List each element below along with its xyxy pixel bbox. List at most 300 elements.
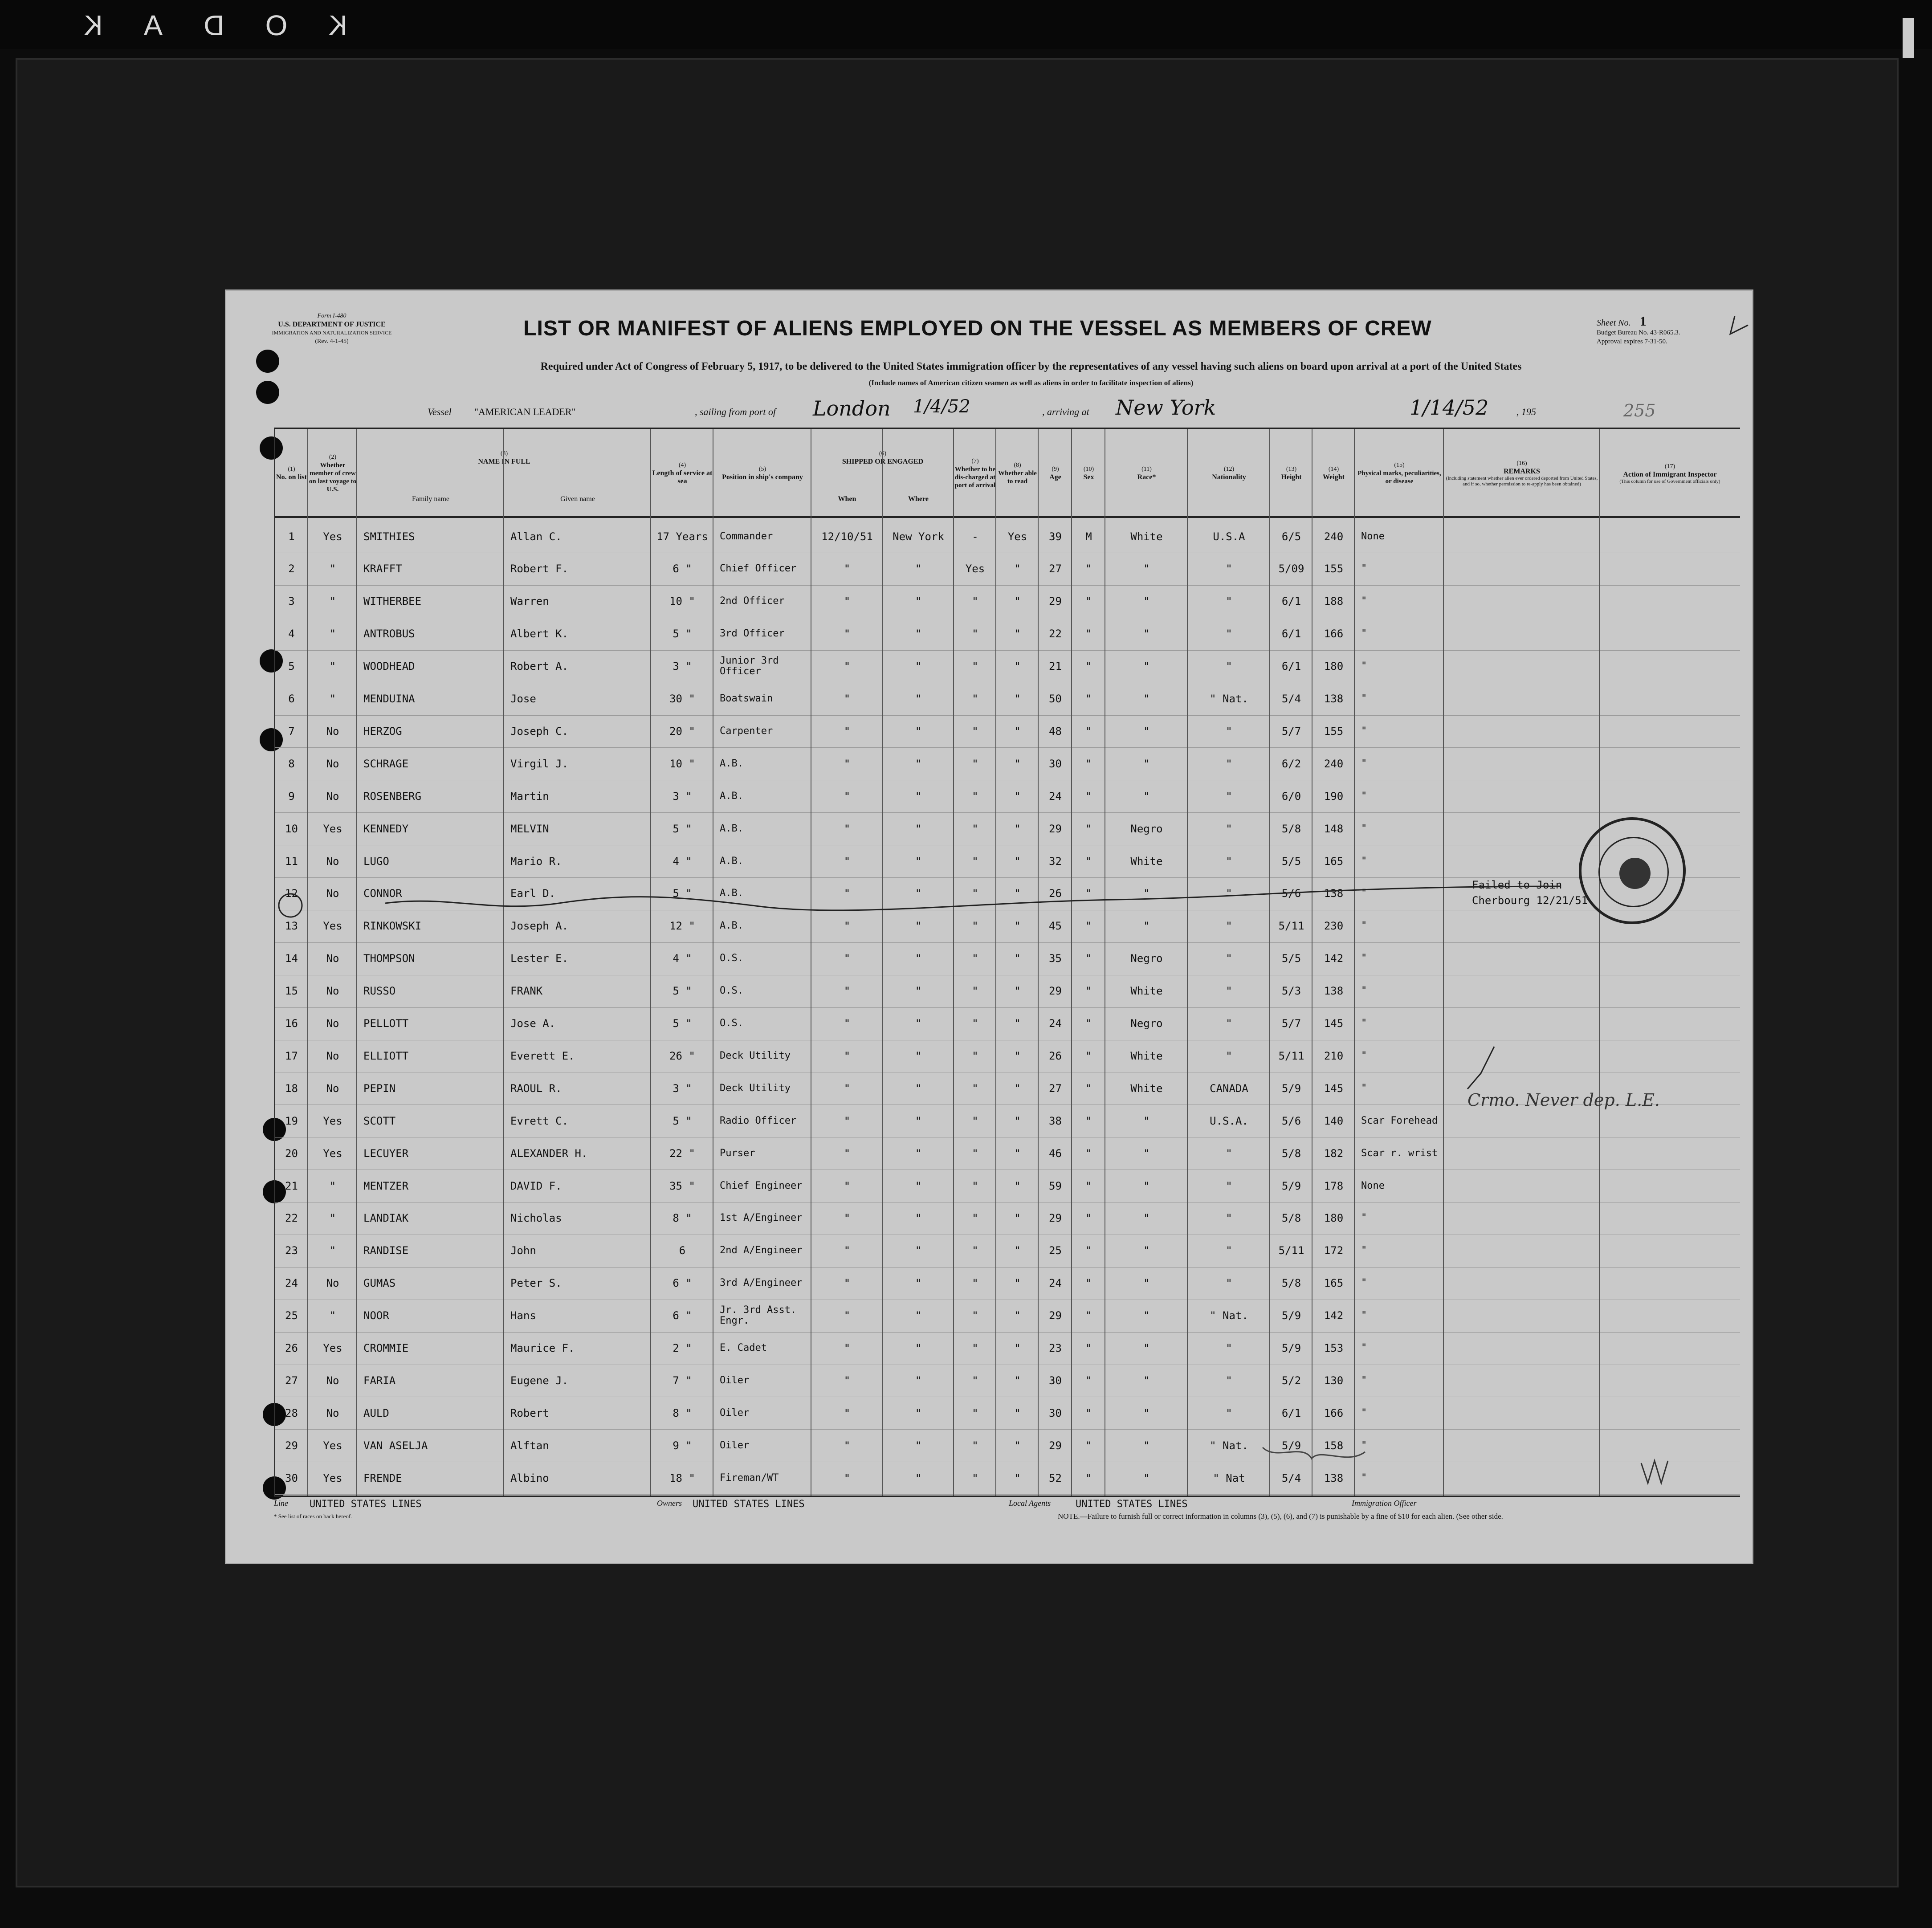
cell-position: E. Cadet bbox=[720, 1342, 767, 1353]
cell-when: " bbox=[844, 1374, 851, 1387]
cell-when: " bbox=[844, 1342, 851, 1354]
cell-no: 2 bbox=[288, 563, 295, 575]
cell-weight: 182 bbox=[1324, 1147, 1344, 1160]
stamp-number: 255 bbox=[1623, 401, 1656, 420]
cell-sex: " bbox=[1085, 1439, 1092, 1452]
cell-last-voyage: No bbox=[326, 1406, 339, 1419]
cell-given-name: Mario R. bbox=[510, 855, 562, 868]
cell-nationality: " bbox=[1226, 1147, 1232, 1160]
cell-age: 52 bbox=[1049, 1471, 1062, 1484]
revision: (Rev. 4-1-45) bbox=[315, 338, 349, 345]
cell-nationality: " bbox=[1226, 790, 1232, 803]
cell-read: " bbox=[1014, 1244, 1021, 1257]
cell-no: 14 bbox=[285, 952, 298, 965]
cell-where: " bbox=[915, 887, 922, 900]
cell-sex: " bbox=[1085, 920, 1092, 933]
cell-last-voyage: No bbox=[326, 757, 339, 770]
cell-marks: " bbox=[1361, 693, 1367, 704]
cell-read: " bbox=[1014, 920, 1021, 933]
cell-last-voyage: No bbox=[326, 887, 339, 900]
cell-race: White bbox=[1130, 530, 1163, 543]
cell-discharged: " bbox=[972, 1309, 978, 1322]
sailing-label: , sailing from port of bbox=[695, 406, 776, 417]
cell-service: 5 " bbox=[673, 887, 692, 900]
cell-weight: 180 bbox=[1324, 1212, 1344, 1225]
cell-last-voyage: " bbox=[329, 1244, 336, 1257]
col-header-action: (17) Action of Immigrant Inspector (This column for use of Government officials only) bbox=[1619, 463, 1720, 484]
cell-nationality: " bbox=[1226, 1374, 1232, 1387]
cell-nationality: " Nat. bbox=[1210, 1439, 1248, 1452]
cell-family-name: GUMAS bbox=[363, 1277, 396, 1290]
cell-family-name: RUSSO bbox=[363, 985, 396, 998]
cell-age: 30 bbox=[1049, 757, 1062, 770]
cell-marks: None bbox=[1361, 530, 1385, 542]
cell-last-voyage: " bbox=[329, 693, 336, 705]
cell-no: 10 bbox=[285, 822, 298, 835]
cell-height: 5/9 bbox=[1281, 1179, 1301, 1192]
cell-sex: " bbox=[1085, 1212, 1092, 1225]
sailing-port: London bbox=[813, 396, 891, 420]
cell-where: " bbox=[915, 628, 922, 640]
cell-weight: 138 bbox=[1324, 693, 1344, 705]
cell-read: " bbox=[1014, 693, 1021, 705]
cell-where: " bbox=[915, 725, 922, 738]
cell-sex: " bbox=[1085, 757, 1092, 770]
cell-service: 7 " bbox=[673, 1374, 692, 1387]
cell-marks: " bbox=[1361, 1212, 1367, 1224]
cell-service: 3 " bbox=[673, 790, 692, 803]
cell-last-voyage: Yes bbox=[323, 1439, 342, 1452]
cell-height: 5/2 bbox=[1281, 1374, 1301, 1387]
cell-race: " bbox=[1143, 1244, 1150, 1257]
cell-family-name: SCHRAGE bbox=[363, 757, 409, 770]
cell-read: " bbox=[1014, 1439, 1021, 1452]
col-header-given-name: Given name bbox=[560, 495, 595, 503]
cell-weight: 188 bbox=[1324, 595, 1344, 608]
cell-service: 30 " bbox=[669, 693, 695, 705]
cell-where: " bbox=[915, 1277, 922, 1290]
cell-no: 11 bbox=[285, 855, 298, 868]
col-header-name: (3) NAME IN FULL bbox=[478, 450, 530, 465]
cell-height: 5/5 bbox=[1281, 855, 1301, 868]
cell-no: 8 bbox=[288, 757, 295, 770]
cell-marks: " bbox=[1361, 1277, 1367, 1289]
cell-position: A.B. bbox=[720, 920, 743, 932]
cell-given-name: Virgil J. bbox=[510, 757, 569, 770]
cell-last-voyage: Yes bbox=[323, 1114, 342, 1127]
cell-sex: " bbox=[1085, 855, 1092, 868]
cell-nationality: " bbox=[1226, 1342, 1232, 1354]
cell-service: 6 " bbox=[673, 1309, 692, 1322]
cell-given-name: Eugene J. bbox=[510, 1374, 569, 1387]
cell-given-name: Martin bbox=[510, 790, 549, 803]
cell-when: " bbox=[844, 1212, 851, 1225]
cell-when: " bbox=[844, 563, 851, 575]
cell-age: 26 bbox=[1049, 887, 1062, 900]
cell-family-name: SMITHIES bbox=[363, 530, 415, 543]
cell-sex: " bbox=[1085, 985, 1092, 998]
cell-given-name: Jose bbox=[510, 693, 536, 705]
cell-weight: 153 bbox=[1324, 1342, 1344, 1354]
cell-nationality: " bbox=[1226, 660, 1232, 673]
cell-when: " bbox=[844, 1439, 851, 1452]
cell-marks: " bbox=[1361, 628, 1367, 640]
cell-no: 3 bbox=[288, 595, 295, 608]
cell-family-name: MENTZER bbox=[363, 1179, 409, 1192]
cell-height: 6/2 bbox=[1281, 757, 1301, 770]
cell-last-voyage: No bbox=[326, 790, 339, 803]
cell-discharged: " bbox=[972, 1017, 978, 1030]
col-header-race: (11) Race* bbox=[1137, 466, 1156, 481]
cell-when: " bbox=[844, 1244, 851, 1257]
cell-when: " bbox=[844, 985, 851, 998]
cell-race: " bbox=[1143, 595, 1150, 608]
cell-position: Purser bbox=[720, 1147, 755, 1159]
cell-race: White bbox=[1130, 1082, 1163, 1095]
cell-last-voyage: No bbox=[326, 952, 339, 965]
cell-when: " bbox=[844, 757, 851, 770]
cell-when: " bbox=[844, 952, 851, 965]
cell-race: " bbox=[1143, 1114, 1150, 1127]
cell-marks: " bbox=[1361, 790, 1367, 802]
cell-nationality: " bbox=[1226, 757, 1232, 770]
cell-last-voyage: " bbox=[329, 1212, 336, 1225]
col-header-nationality: (12) Nationality bbox=[1212, 466, 1246, 481]
cell-read: " bbox=[1014, 887, 1021, 900]
col-header-position: (5) Position in ship's company bbox=[722, 466, 803, 481]
cell-read: " bbox=[1014, 855, 1021, 868]
sheet-label: Sheet No. bbox=[1597, 318, 1631, 328]
frame-mark bbox=[1903, 18, 1914, 58]
cell-nationality: CANADA bbox=[1210, 1082, 1248, 1095]
cell-discharged: " bbox=[972, 1439, 978, 1452]
cell-weight: 166 bbox=[1324, 628, 1344, 640]
cell-discharged: " bbox=[972, 595, 978, 608]
cell-marks: " bbox=[1361, 888, 1367, 899]
cell-weight: 155 bbox=[1324, 563, 1344, 575]
cell-height: 6/0 bbox=[1281, 790, 1301, 803]
cell-race: " bbox=[1143, 628, 1150, 640]
cell-age: 45 bbox=[1049, 920, 1062, 933]
cell-position: Boatswain bbox=[720, 693, 773, 704]
cell-no: 25 bbox=[285, 1309, 298, 1322]
cell-last-voyage: No bbox=[326, 1017, 339, 1030]
cell-nationality: " bbox=[1226, 563, 1232, 575]
owners-label: Owners bbox=[657, 1499, 682, 1508]
line-value: UNITED STATES LINES bbox=[310, 1499, 422, 1510]
col-header-weight: (14) Weight bbox=[1323, 466, 1345, 481]
cell-when: " bbox=[844, 660, 851, 673]
cell-position: A.B. bbox=[720, 790, 743, 802]
cell-service: 6 " bbox=[673, 563, 692, 575]
cell-discharged: " bbox=[972, 660, 978, 673]
cell-weight: 155 bbox=[1324, 725, 1344, 738]
cell-race: Negro bbox=[1130, 1017, 1163, 1030]
cell-family-name: PELLOTT bbox=[363, 1017, 409, 1030]
cell-age: 27 bbox=[1049, 1082, 1062, 1095]
cell-last-voyage: No bbox=[326, 1277, 339, 1290]
cell-sex: " bbox=[1085, 1471, 1092, 1484]
cell-read: " bbox=[1014, 952, 1021, 965]
cell-age: 23 bbox=[1049, 1342, 1062, 1354]
cell-last-voyage: Yes bbox=[323, 530, 342, 543]
cell-sex: " bbox=[1085, 563, 1092, 575]
cell-marks: Scar r. wrist bbox=[1361, 1147, 1438, 1159]
cell-service: 6 " bbox=[673, 1277, 692, 1290]
cell-when: " bbox=[844, 1179, 851, 1192]
cell-nationality: " bbox=[1226, 1244, 1232, 1257]
cell-given-name: Nicholas bbox=[510, 1212, 562, 1225]
cell-height: 5/11 bbox=[1278, 1244, 1304, 1257]
cell-service: 8 " bbox=[673, 1406, 692, 1419]
cell-service: 18 " bbox=[669, 1471, 695, 1484]
cell-position: 3rd Officer bbox=[720, 628, 785, 640]
cell-service: 2 " bbox=[673, 1342, 692, 1354]
cell-race: Negro bbox=[1130, 952, 1163, 965]
cell-discharged: " bbox=[972, 1147, 978, 1160]
cell-read: " bbox=[1014, 660, 1021, 673]
cell-given-name: RAOUL R. bbox=[510, 1082, 562, 1095]
cell-where: " bbox=[915, 1244, 922, 1257]
col-header-remarks: (16) REMARKS (Including statement whether alien ever ordered deported from United States, and if so, whether permission to re-apply has been obtained) bbox=[1446, 460, 1598, 487]
cell-read: " bbox=[1014, 1017, 1021, 1030]
cell-nationality: " Nat. bbox=[1210, 1309, 1248, 1322]
cell-height: 6/1 bbox=[1281, 660, 1301, 673]
approval-expires: Approval expires 7-31-50. bbox=[1597, 338, 1667, 345]
cell-family-name: RINKOWSKI bbox=[363, 920, 422, 933]
cell-sex: " bbox=[1085, 595, 1092, 608]
cell-given-name: Robert A. bbox=[510, 660, 569, 673]
cell-sex: " bbox=[1085, 1374, 1092, 1387]
cell-family-name: LUGO bbox=[363, 855, 389, 868]
cell-service: 4 " bbox=[673, 952, 692, 965]
cell-sex: " bbox=[1085, 822, 1092, 835]
cell-read: " bbox=[1014, 725, 1021, 738]
cell-position: 2nd A/Engineer bbox=[720, 1245, 803, 1256]
cell-height: 5/9 bbox=[1281, 1439, 1301, 1452]
cell-last-voyage: No bbox=[326, 725, 339, 738]
cell-nationality: " bbox=[1226, 822, 1232, 835]
cell-read: " bbox=[1014, 757, 1021, 770]
cell-where: " bbox=[915, 1049, 922, 1062]
cell-read: " bbox=[1014, 1212, 1021, 1225]
cell-read: " bbox=[1014, 1179, 1021, 1192]
cell-age: 35 bbox=[1049, 952, 1062, 965]
arrival-date: 1/14/52 bbox=[1410, 395, 1489, 420]
cell-discharged: " bbox=[972, 1179, 978, 1192]
cell-position: A.B. bbox=[720, 855, 743, 867]
cell-where: " bbox=[915, 952, 922, 965]
cell-where: " bbox=[915, 1309, 922, 1322]
cell-read: " bbox=[1014, 790, 1021, 803]
cell-discharged: " bbox=[972, 1406, 978, 1419]
cell-read: " bbox=[1014, 595, 1021, 608]
cell-when: " bbox=[844, 725, 851, 738]
cell-no: 26 bbox=[285, 1342, 298, 1354]
cell-position: Jr. 3rd Asst. Engr. bbox=[720, 1304, 797, 1327]
cell-family-name: KRAFFT bbox=[363, 563, 402, 575]
cell-service: 3 " bbox=[673, 660, 692, 673]
cell-height: 5/9 bbox=[1281, 1342, 1301, 1354]
cell-service: 12 " bbox=[669, 920, 695, 933]
cell-height: 5/09 bbox=[1278, 563, 1304, 575]
cell-family-name: LECUYER bbox=[363, 1147, 409, 1160]
col-header-discharged: (7) Whether to be dis-charged at port of arrival bbox=[954, 458, 996, 489]
cell-service: 5 " bbox=[673, 1114, 692, 1127]
cell-weight: 240 bbox=[1324, 530, 1344, 543]
cell-nationality: " bbox=[1226, 855, 1232, 868]
cell-where: " bbox=[915, 1147, 922, 1160]
cell-read: " bbox=[1014, 1471, 1021, 1484]
cell-no: 5 bbox=[288, 660, 295, 673]
cell-last-voyage: No bbox=[326, 855, 339, 868]
cell-sex: " bbox=[1085, 1114, 1092, 1127]
cell-read: " bbox=[1014, 822, 1021, 835]
cell-nationality: " bbox=[1226, 725, 1232, 738]
cell-last-voyage: No bbox=[326, 1374, 339, 1387]
cell-weight: 145 bbox=[1324, 1017, 1344, 1030]
cell-weight: 138 bbox=[1324, 985, 1344, 998]
cell-position: O.S. bbox=[720, 985, 743, 997]
cell-height: 6/1 bbox=[1281, 595, 1301, 608]
cell-no: 20 bbox=[285, 1147, 298, 1160]
cell-weight: 210 bbox=[1324, 1049, 1344, 1062]
cell-where: " bbox=[915, 790, 922, 803]
cell-no: 30 bbox=[285, 1471, 298, 1484]
cell-age: 24 bbox=[1049, 1277, 1062, 1290]
cell-family-name: FARIA bbox=[363, 1374, 396, 1387]
cell-service: 10 " bbox=[669, 595, 695, 608]
cell-height: 5/11 bbox=[1278, 1049, 1304, 1062]
cell-race: " bbox=[1143, 1471, 1150, 1484]
cell-nationality: " bbox=[1226, 595, 1232, 608]
cell-when: " bbox=[844, 855, 851, 868]
cell-position: A.B. bbox=[720, 823, 743, 834]
cell-sex: " bbox=[1085, 1049, 1092, 1062]
cell-marks: None bbox=[1361, 1180, 1385, 1191]
cell-where: " bbox=[915, 1406, 922, 1419]
cell-age: 29 bbox=[1049, 1309, 1062, 1322]
cell-marks: " bbox=[1361, 985, 1367, 997]
cell-when: " bbox=[844, 628, 851, 640]
cell-marks: " bbox=[1361, 1439, 1367, 1451]
cell-height: 6/5 bbox=[1281, 530, 1301, 543]
cell-age: 50 bbox=[1049, 693, 1062, 705]
vessel-name: "AMERICAN LEADER" bbox=[474, 406, 576, 417]
cell-discharged: " bbox=[972, 725, 978, 738]
cell-discharged: " bbox=[972, 822, 978, 835]
cell-height: 5/3 bbox=[1281, 985, 1301, 998]
cell-service: 10 " bbox=[669, 757, 695, 770]
cell-marks: " bbox=[1361, 855, 1367, 867]
cell-position: Chief Engineer bbox=[720, 1180, 803, 1191]
cell-weight: 165 bbox=[1324, 1277, 1344, 1290]
cell-where: " bbox=[915, 757, 922, 770]
cell-weight: 130 bbox=[1324, 1374, 1344, 1387]
cell-height: 5/5 bbox=[1281, 952, 1301, 965]
cell-service: 17 Years bbox=[656, 530, 708, 543]
cell-height: 5/11 bbox=[1278, 920, 1304, 933]
cell-marks: " bbox=[1361, 1310, 1367, 1321]
cell-height: 5/8 bbox=[1281, 1277, 1301, 1290]
agents-value: UNITED STATES LINES bbox=[1076, 1499, 1188, 1510]
cell-service: 3 " bbox=[673, 1082, 692, 1095]
cell-no: 19 bbox=[285, 1114, 298, 1127]
cell-given-name: Albert K. bbox=[510, 628, 569, 640]
cell-position: O.S. bbox=[720, 953, 743, 964]
cell-race: " bbox=[1143, 1179, 1150, 1192]
cell-weight: 165 bbox=[1324, 855, 1344, 868]
cell-service: 9 " bbox=[673, 1439, 692, 1452]
cell-sex: " bbox=[1085, 790, 1092, 803]
cell-race: " bbox=[1143, 1342, 1150, 1354]
cell-no: 23 bbox=[285, 1244, 298, 1257]
cell-nationality: " bbox=[1226, 1179, 1232, 1192]
cell-nationality: " bbox=[1226, 1277, 1232, 1290]
cell-discharged: " bbox=[972, 757, 978, 770]
cell-given-name: Warren bbox=[510, 595, 549, 608]
cell-service: 5 " bbox=[673, 985, 692, 998]
cell-weight: 138 bbox=[1324, 887, 1344, 900]
cell-no: 24 bbox=[285, 1277, 298, 1290]
cell-family-name: ELLIOTT bbox=[363, 1049, 409, 1062]
cell-read: " bbox=[1014, 1277, 1021, 1290]
cell-age: 27 bbox=[1049, 563, 1062, 575]
cell-read: " bbox=[1014, 1147, 1021, 1160]
cell-discharged: " bbox=[972, 1471, 978, 1484]
cell-when: " bbox=[844, 790, 851, 803]
film-edge bbox=[0, 0, 1932, 49]
cell-age: 29 bbox=[1049, 595, 1062, 608]
cell-sex: " bbox=[1085, 693, 1092, 705]
cell-race: White bbox=[1130, 985, 1163, 998]
cell-last-voyage: No bbox=[326, 1082, 339, 1095]
col-header-height: (13) Height bbox=[1281, 466, 1302, 481]
cell-height: 5/6 bbox=[1281, 887, 1301, 900]
cell-given-name: DAVID F. bbox=[510, 1179, 562, 1192]
cell-when: " bbox=[844, 1471, 851, 1484]
cell-marks: " bbox=[1361, 660, 1367, 672]
cell-no: 27 bbox=[285, 1374, 298, 1387]
cell-when: " bbox=[844, 1309, 851, 1322]
officer-label: Immigration Officer bbox=[1352, 1499, 1417, 1508]
cell-age: 48 bbox=[1049, 725, 1062, 738]
cell-nationality: " bbox=[1226, 985, 1232, 998]
subtitle-note: (Include names of American citizen seamen as well as aliens in order to facilitate inspection of aliens) bbox=[868, 379, 1194, 387]
cell-height: 5/9 bbox=[1281, 1082, 1301, 1095]
cell-height: 5/4 bbox=[1281, 1471, 1301, 1484]
cell-no: 12 bbox=[285, 887, 298, 900]
cell-race: " bbox=[1143, 1277, 1150, 1290]
col-header-shipped: (6) SHIPPED OR ENGAGED bbox=[842, 450, 924, 465]
cell-weight: 140 bbox=[1324, 1114, 1344, 1127]
cell-discharged: " bbox=[972, 790, 978, 803]
cell-sex: " bbox=[1085, 1406, 1092, 1419]
cell-no: 16 bbox=[285, 1017, 298, 1030]
cell-height: 6/1 bbox=[1281, 628, 1301, 640]
cell-service: 22 " bbox=[669, 1147, 695, 1160]
cell-weight: 230 bbox=[1324, 920, 1344, 933]
cell-marks: " bbox=[1361, 1018, 1367, 1029]
cell-race: " bbox=[1143, 1309, 1150, 1322]
cell-race: Negro bbox=[1130, 822, 1163, 835]
cell-where: " bbox=[915, 595, 922, 608]
cell-given-name: Lester E. bbox=[510, 952, 569, 965]
col-header-marks: (15) Physical marks, peculiarities, or disease bbox=[1357, 462, 1441, 485]
cell-nationality: " Nat bbox=[1213, 1471, 1245, 1484]
cell-family-name: SCOTT bbox=[363, 1114, 396, 1127]
cell-race: " bbox=[1143, 693, 1150, 705]
